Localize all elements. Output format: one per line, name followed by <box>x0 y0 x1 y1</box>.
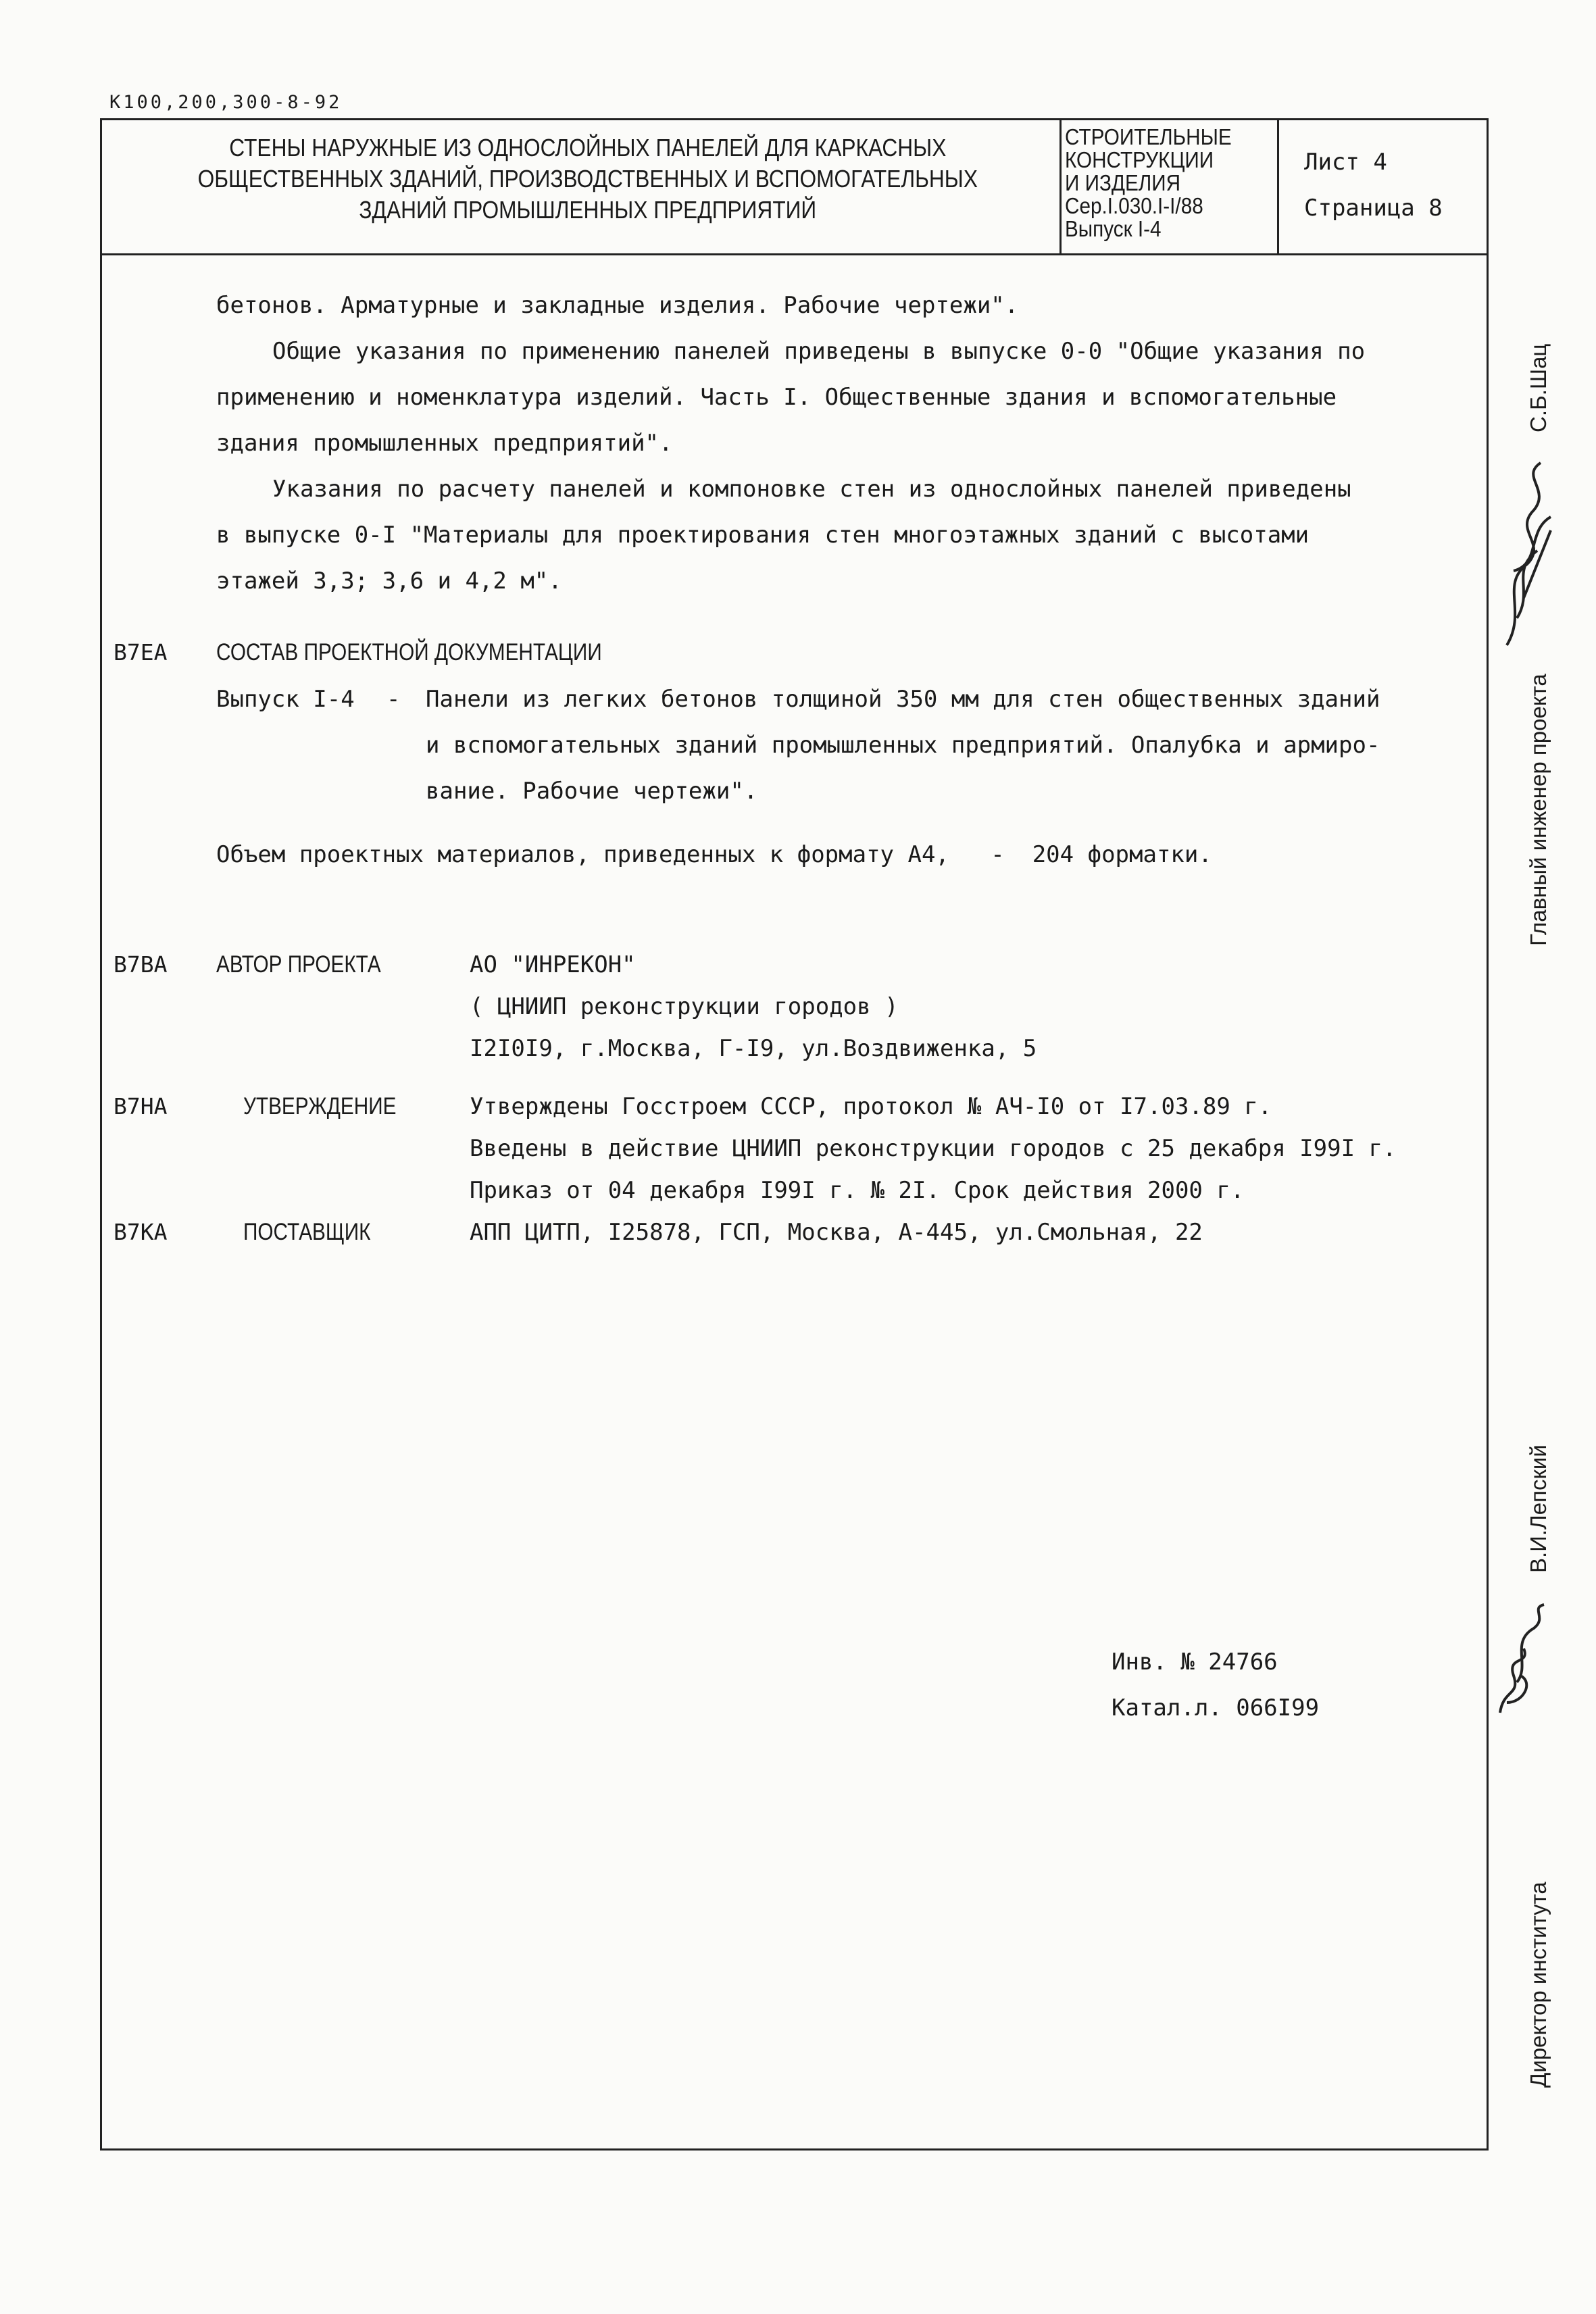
author-line: ( ЦНИИП реконструкции городов ) <box>470 993 899 1020</box>
approval-line: Введены в действие ЦНИИП реконструкции городов с 25 декабря I99I г. <box>470 1135 1397 1162</box>
director-label: Директор института <box>1526 1882 1551 2088</box>
series-line: Сер.I.030.I-I/88 <box>1065 193 1203 218</box>
paragraph-line: в выпуске 0-I "Материалы для проектирования стен многоэтажных зданий с высотами <box>216 522 1310 549</box>
paragraph-line: здания промышленных предприятий". <box>216 430 673 457</box>
director-name: В.И.Лепский <box>1526 1444 1551 1573</box>
section-code: В7НА <box>114 1093 168 1120</box>
issue-label: Выпуск I-4 <box>216 686 355 713</box>
series-line: СТРОИТЕЛЬНЫЕ <box>1065 124 1232 149</box>
paragraph-line: Указания по расчету панелей и компоновке стен из однослойных панелей приведены <box>272 476 1351 503</box>
approval-line: Приказ от 04 декабря I99I г. № 2I. Срок действия 2000 г. <box>470 1177 1245 1204</box>
page-number: Страница 8 <box>1304 195 1443 222</box>
page-frame <box>100 118 1489 2150</box>
author-line: I2I0I9, г.Москва, Г-I9, ул.Воздвиженка, 5 <box>470 1035 1037 1062</box>
paragraph-line: этажей 3,3; 3,6 и 4,2 м". <box>216 568 562 595</box>
issue-line: Панели из легких бетонов толщиной 350 мм для стен общественных зданий <box>426 686 1380 713</box>
paragraph-line: применению и номенклатура изделий. Часть I. Общественные здания и вспомогательные <box>216 384 1337 411</box>
title-line: СТЕНЫ НАРУЖНЫЕ ИЗ ОДНОСЛОЙНЫХ ПАНЕЛЕЙ ДЛЯ КАРКАСНЫХ <box>229 134 947 161</box>
header-divider <box>100 253 1489 255</box>
series-line: Выпуск I-4 <box>1065 216 1162 241</box>
approval-line: Утверждены Госстроем СССР, протокол № АЧ-I0 от I7.03.89 г. <box>470 1093 1272 1120</box>
section-code: В7КА <box>114 1219 168 1245</box>
issue-line: и вспомогательных зданий промышленных предприятий. Опалубка и армиро- <box>426 732 1380 759</box>
section-title: АВТОР ПРОЕКТА <box>216 951 381 978</box>
issue-line: вание. Рабочие чертежи". <box>426 778 758 805</box>
document-code: К100,200,300-8-92 <box>109 92 343 113</box>
section-title: УТВЕРЖДЕНИЕ <box>243 1093 397 1120</box>
chief-engineer-label: Главный инженер проекта <box>1526 674 1551 946</box>
series-block <box>1065 126 1232 241</box>
series-line: И ИЗДЕЛИЯ <box>1065 170 1181 195</box>
volume-line: Объем проектных материалов, приведенных к формату А4, - 204 форматки. <box>216 841 1212 868</box>
paragraph-line: Общие указания по применению панелей приведены в выпуске 0-0 "Общие указания по <box>272 338 1366 365</box>
header-column-divider <box>1059 118 1062 253</box>
chief-engineer-signature <box>1487 449 1568 652</box>
section-code: В7ЕА <box>114 639 168 665</box>
chief-engineer-name: С.Б.Шац <box>1526 343 1551 432</box>
document-title <box>128 132 1047 226</box>
director-signature <box>1483 1601 1557 1716</box>
title-line: ОБЩЕСТВЕННЫХ ЗДАНИЙ, ПРОИЗВОДСТВЕННЫХ И ВСПОМОГАТЕЛЬНЫХ <box>197 165 978 193</box>
header-column-divider <box>1277 118 1279 253</box>
series-line: КОНСТРУКЦИИ <box>1065 147 1214 172</box>
issue-dash: - <box>386 686 401 713</box>
section-code: В7ВА <box>114 951 168 978</box>
author-line: АО "ИНРЕКОН" <box>470 951 636 978</box>
catalog-number: Катал.л. 066I99 <box>1112 1694 1320 1721</box>
sheet-number: Лист 4 <box>1304 149 1387 176</box>
section-title: СОСТАВ ПРОЕКТНОЙ ДОКУМЕНТАЦИИ <box>216 639 602 665</box>
inventory-number: Инв. № 24766 <box>1112 1649 1278 1676</box>
section-title: ПОСТАВЩИК <box>243 1219 371 1245</box>
title-line: ЗДАНИЙ ПРОМЫШЛЕННЫХ ПРЕДПРИЯТИЙ <box>359 196 817 224</box>
supplier-line: АПП ЦИТП, I25878, ГСП, Москва, А-445, ул.Смольная, 22 <box>470 1219 1203 1246</box>
paragraph-line: бетонов. Арматурные и закладные изделия. Рабочие чертежи". <box>216 292 1019 319</box>
